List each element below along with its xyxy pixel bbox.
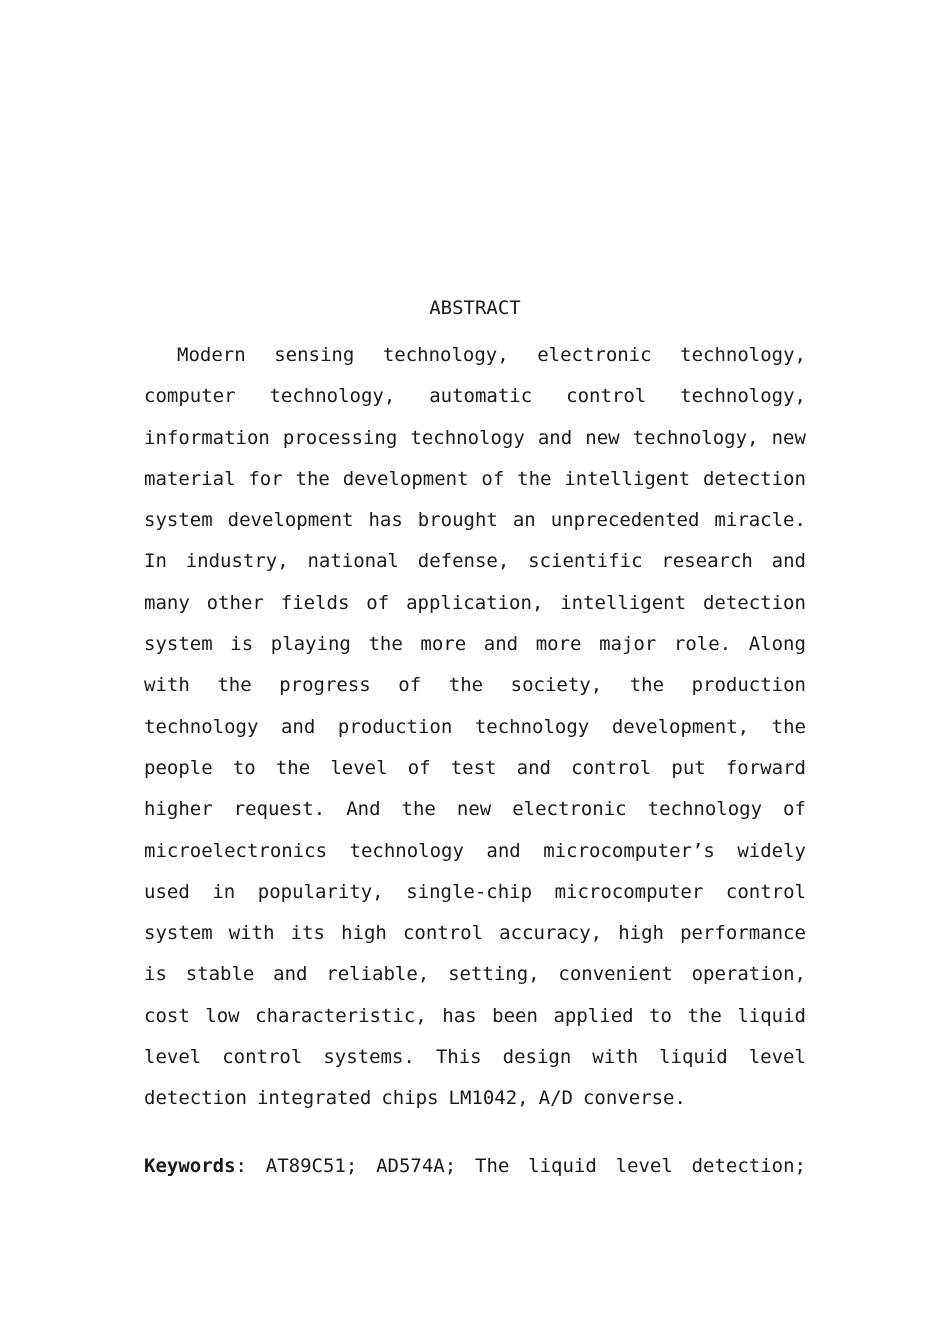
abstract-word: of	[398, 674, 422, 697]
abstract-word: unprecedented	[550, 509, 700, 532]
abstract-word: microcomputer’s	[543, 839, 715, 862]
abstract-word: computer	[144, 385, 236, 408]
abstract-word: technology	[144, 715, 259, 738]
abstract-word: miracle.	[714, 509, 806, 532]
abstract-word: Along	[748, 633, 806, 656]
abstract-line	[144, 831, 806, 872]
abstract-word: defense,	[417, 550, 510, 573]
abstract-word: industry,	[185, 550, 289, 573]
abstract-word: technology,	[632, 426, 759, 449]
abstract-word: characteristic,	[255, 1004, 427, 1027]
abstract-word: applied	[553, 1004, 634, 1027]
abstract-word: A/D	[538, 1087, 573, 1110]
keyword-item: level	[615, 1155, 673, 1177]
abstract-line	[144, 541, 806, 582]
abstract-word: convenient	[558, 963, 673, 986]
abstract-word: and	[771, 550, 806, 573]
abstract-word: production	[691, 674, 806, 697]
abstract-word: higher	[144, 798, 213, 821]
abstract-word: test	[450, 756, 497, 779]
abstract-line	[144, 913, 806, 954]
abstract-word: of	[366, 591, 390, 614]
abstract-word: liquid	[659, 1046, 728, 1069]
abstract-word: for	[248, 467, 283, 490]
abstract-word: other	[206, 591, 264, 614]
abstract-word: the	[448, 674, 484, 697]
abstract-word: people	[144, 756, 213, 779]
keywords-first	[144, 1151, 247, 1181]
abstract-word: In	[144, 550, 167, 573]
abstract-word: role.	[673, 633, 732, 656]
abstract-word: society,	[510, 674, 603, 697]
abstract-word: development,	[611, 715, 750, 738]
abstract-word: And	[346, 798, 381, 821]
abstract-word: control	[571, 756, 652, 779]
abstract-word: system	[144, 922, 213, 945]
abstract-word: technology,	[269, 385, 396, 408]
abstract-word: system	[144, 633, 213, 656]
abstract-word: many	[144, 591, 190, 614]
abstract-word: and	[537, 426, 573, 449]
abstract-word: and	[280, 715, 316, 738]
abstract-word: technology,	[680, 385, 806, 408]
abstract-word: level	[330, 756, 388, 779]
abstract-word: control	[566, 385, 647, 408]
abstract-word: new	[456, 798, 492, 821]
abstract-word: with	[228, 922, 275, 945]
abstract-word: the	[771, 715, 806, 738]
abstract-word: scientific	[528, 550, 643, 573]
abstract-word: liquid	[737, 1004, 806, 1027]
abstract-line	[144, 996, 806, 1037]
abstract-word: used	[144, 880, 190, 903]
abstract-word: technology	[410, 426, 525, 449]
abstract-word: single-chip	[406, 880, 533, 903]
abstract-word: the	[275, 756, 311, 779]
abstract-word: national	[307, 550, 399, 573]
abstract-line	[144, 583, 806, 624]
abstract-word: detection	[702, 591, 806, 614]
abstract-word: intelligent	[564, 467, 691, 490]
abstract-word: and	[486, 839, 521, 862]
keywords-label: Keywords	[144, 1155, 236, 1177]
abstract-word: microelectronics	[144, 839, 328, 862]
abstract-word: in	[212, 880, 236, 903]
abstract-word: intelligent	[560, 591, 687, 614]
abstract-word: more	[535, 633, 582, 656]
abstract-word: of	[407, 756, 431, 779]
abstract-word: progress	[279, 674, 371, 697]
abstract-word: new	[771, 426, 806, 449]
abstract-word: technology	[647, 798, 763, 821]
keyword-item: AD574A;	[376, 1155, 457, 1177]
abstract-word: playing	[270, 633, 351, 656]
abstract-word: control	[222, 1046, 303, 1069]
abstract-word: the	[687, 1004, 722, 1027]
abstract-word: research	[661, 550, 753, 573]
keyword-item: The	[475, 1155, 510, 1177]
abstract-word: cost	[144, 1004, 190, 1027]
abstract-word: chips	[381, 1087, 439, 1110]
abstract-word: to	[649, 1004, 672, 1027]
abstract-word: level	[748, 1046, 806, 1069]
abstract-line	[144, 665, 806, 706]
abstract-word: electronic	[512, 798, 627, 821]
abstract-word: put	[671, 756, 706, 779]
abstract-word: high	[618, 922, 664, 945]
abstract-word: of	[481, 467, 505, 490]
keywords-line	[144, 1151, 806, 1181]
abstract-word: major	[599, 633, 657, 656]
abstract-word: brought	[417, 509, 498, 532]
abstract-word: to	[232, 756, 256, 779]
keyword-item: liquid	[528, 1155, 597, 1177]
abstract-word: accuracy,	[499, 922, 603, 945]
abstract-word: technology	[349, 839, 464, 862]
abstract-word: with	[592, 1046, 639, 1069]
abstract-word: with	[144, 674, 190, 697]
abstract-line	[144, 1037, 806, 1078]
abstract-word: detection	[144, 1087, 247, 1110]
abstract-word: processing	[282, 426, 398, 449]
abstract-word: the	[368, 633, 403, 656]
abstract-line	[144, 500, 806, 541]
abstract-word: technology	[474, 715, 590, 738]
abstract-line	[144, 335, 806, 376]
abstract-word: has	[442, 1004, 477, 1027]
abstract-word: fields	[280, 591, 350, 614]
abstract-word: information	[144, 426, 270, 449]
abstract-word: This	[435, 1046, 482, 1069]
abstract-word: control	[402, 922, 484, 945]
abstract-word: development	[342, 467, 469, 490]
abstract-word: systems.	[323, 1046, 415, 1069]
abstract-title: ABSTRACT	[429, 297, 521, 319]
abstract-word: is	[144, 963, 167, 986]
abstract-word: LM1042,	[448, 1087, 529, 1110]
keyword-item: AT89C51;	[265, 1155, 358, 1177]
abstract-word: electronic	[537, 344, 652, 366]
abstract-word: the	[629, 674, 665, 697]
abstract-word: widely	[737, 839, 806, 862]
abstract-word: integrated	[256, 1087, 372, 1110]
abstract-word: material	[144, 467, 236, 490]
abstract-word: application,	[406, 591, 544, 614]
keyword-item: detection;	[691, 1155, 806, 1177]
abstract-word: technology,	[382, 344, 509, 366]
abstract-word: detection	[702, 467, 806, 490]
abstract-word: system	[144, 509, 213, 532]
abstract-word: the	[295, 467, 330, 490]
abstract-word: has	[368, 509, 403, 532]
abstract-word: high	[341, 922, 387, 945]
abstract-line	[144, 1078, 806, 1119]
abstract-line	[144, 872, 806, 913]
abstract-word: sensing	[274, 344, 355, 366]
abstract-word: reliable,	[326, 963, 430, 986]
abstract-word: operation,	[691, 963, 806, 986]
abstract-line	[144, 954, 806, 995]
abstract-word: level	[144, 1046, 202, 1069]
abstract-word: an	[512, 509, 536, 532]
abstract-word: stable	[185, 963, 255, 986]
abstract-word: design	[502, 1046, 572, 1069]
abstract-word: control	[725, 880, 806, 903]
abstract-word: new	[585, 426, 620, 449]
abstract-line	[144, 748, 806, 789]
abstract-body	[144, 335, 806, 1120]
abstract-line	[144, 707, 806, 748]
abstract-line	[144, 624, 806, 665]
abstract-line	[144, 418, 806, 459]
abstract-word: development	[227, 509, 354, 532]
abstract-word: popularity,	[257, 880, 384, 903]
abstract-word: been	[492, 1004, 538, 1027]
abstract-word: technology,	[680, 344, 806, 366]
abstract-word: forward	[725, 756, 806, 779]
abstract-word: low	[205, 1004, 240, 1027]
abstract-word: request.	[233, 798, 326, 821]
abstract-word: its	[290, 922, 325, 945]
abstract-word: setting,	[448, 963, 540, 986]
abstract-line	[144, 459, 806, 500]
abstract-word: is	[230, 633, 254, 656]
abstract-word: more	[420, 633, 467, 656]
abstract-word: Modern	[177, 344, 246, 366]
abstract-word: performance	[680, 922, 806, 945]
abstract-word: the	[401, 798, 436, 821]
abstract-word: of	[783, 798, 806, 821]
abstract-word: and	[273, 963, 308, 986]
abstract-word: and	[483, 633, 519, 656]
abstract-word: microcomputer	[554, 880, 704, 903]
abstract-word: automatic	[429, 385, 533, 408]
abstract-line	[144, 376, 806, 417]
abstract-line	[144, 789, 806, 830]
abstract-word: production	[337, 715, 453, 738]
keywords-colon: :	[235, 1155, 247, 1177]
abstract-word: converse.	[582, 1087, 686, 1110]
abstract-word: and	[516, 756, 551, 779]
abstract-word: the	[217, 674, 252, 697]
abstract-word: the	[517, 467, 552, 490]
